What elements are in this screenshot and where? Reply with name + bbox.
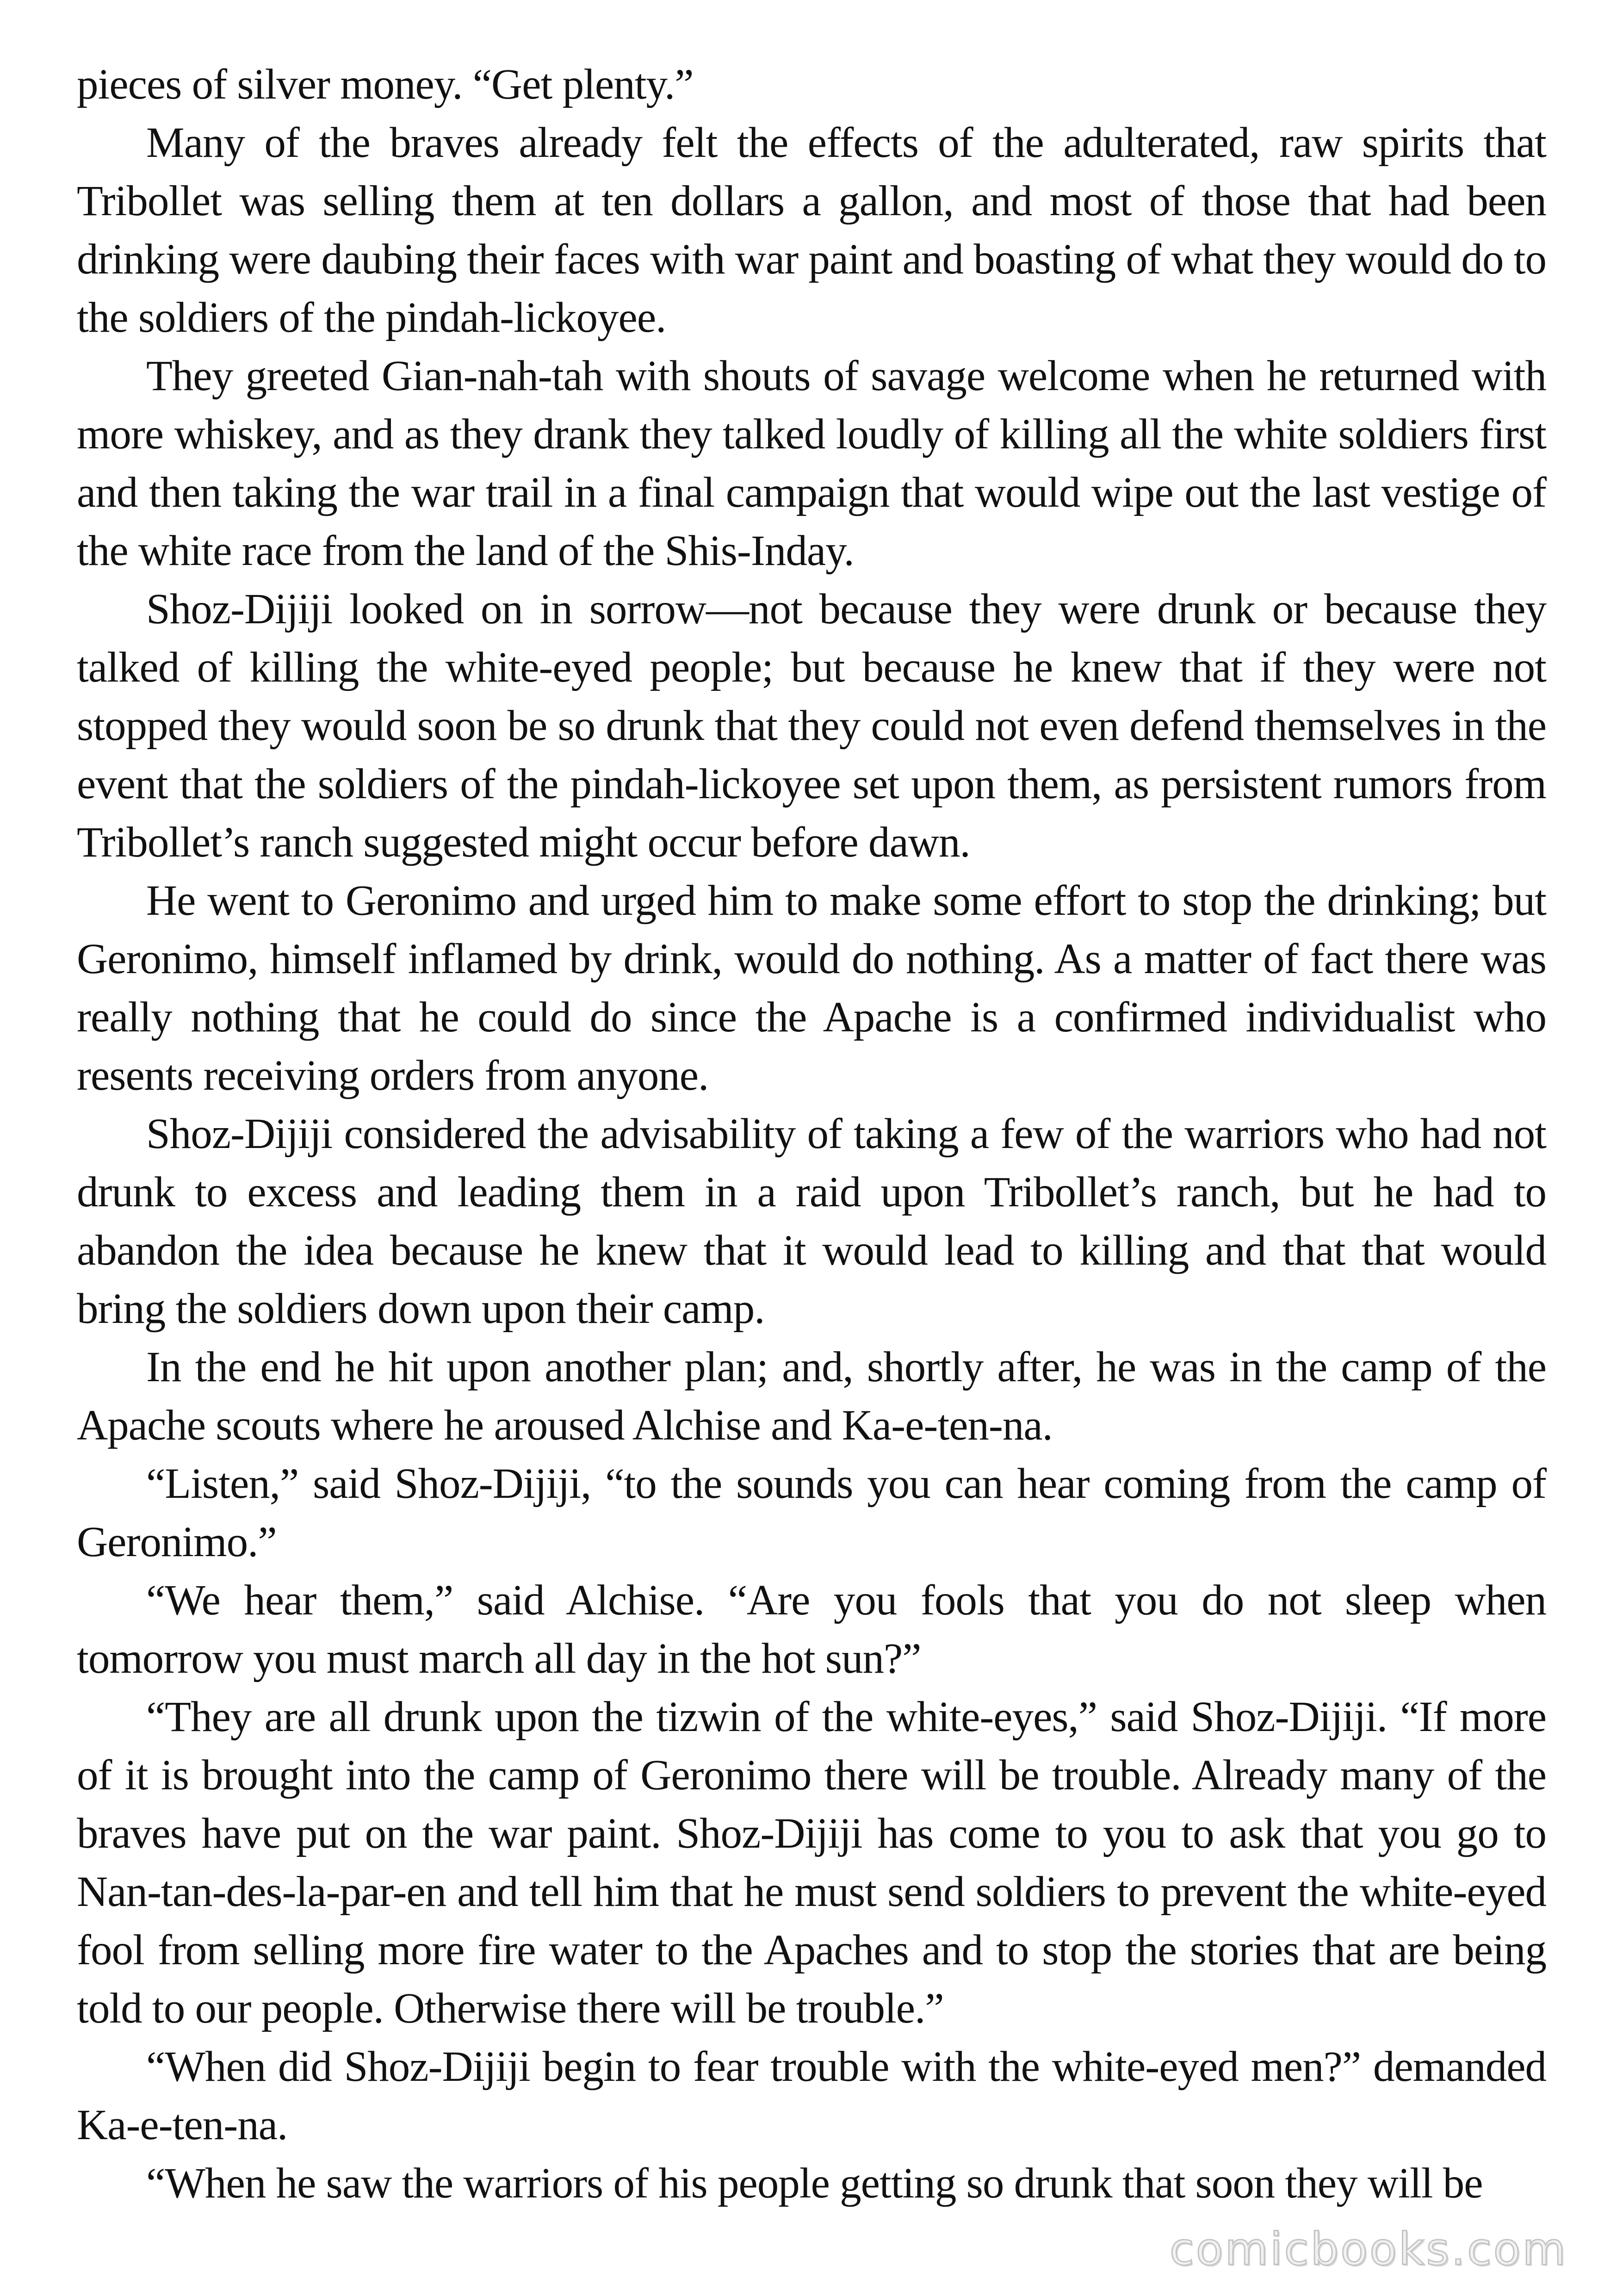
- paragraph-continuation: pieces of silver money. “Get plenty.”: [77, 61, 694, 108]
- paragraph: In the end he hit upon another plan; and, shortly after, he was in the camp of the Apache scouts where he aroused Alchise and Ka-e-ten-na.: [77, 1343, 1546, 1449]
- paragraph: He went to Geronimo and urged him to make some effort to stop the drinking; but Geronimo, himself inflamed by drink, would do nothing. As a matter of fact there was really nothing that he could do since the Apache is a confirmed individualist who resents receiving orders from anyone.: [77, 877, 1546, 1099]
- paragraph: They greeted Gian-nah-tah with shouts of savage welcome when he returned with more whiskey, and as they drank they talked loudly of killing all the white soldiers first and then taking the war trail in a final campaign that would wipe out the last vestige of the white race from the land of the Shis-Inday.: [77, 352, 1546, 575]
- paragraph: “They are all drunk upon the tizwin of the white-eyes,” said Shoz-Dijiji. “If more of it is brought into the camp of Geronimo there will be trouble. Already many of the braves have put on the war paint. Shoz-Dijiji has come to you to ask that you go to Nan-tan-des-la-par-en and tell him that he must send soldiers to prevent the white-eyed fool from selling more fire water to the Apaches and to stop the stories that are being told to our people. Otherwise there will be trouble.”: [77, 1693, 1546, 2032]
- paragraph: “When did Shoz-Dijiji begin to fear trouble with the white-eyed men?” demanded Ka-e-ten-na.: [77, 2043, 1546, 2149]
- paragraph: “We hear them,” said Alchise. “Are you fools that you do not sleep when tomorrow you must march all day in the hot sun?”: [77, 1576, 1546, 1682]
- paragraph: “When he saw the warriors of his people getting so drunk that soon they will be: [146, 2159, 1483, 2207]
- book-page-text: [77, 56, 1546, 2213]
- watermark-logo: comicbooks.com: [1169, 2223, 1567, 2275]
- paragraph: Shoz-Dijiji considered the advisability of taking a few of the warriors who had not drunk to excess and leading them in a raid upon Tribollet’s ranch, but he had to abandon the idea because he knew that it would lead to killing and that that would bring the soldiers down upon their camp.: [77, 1110, 1546, 1333]
- paragraph: Many of the braves already felt the effects of the adulterated, raw spirits that Tribollet was selling them at ten dollars a gallon, and most of those that had been drinking were daubing their faces with war paint and boasting of what they would do to the soldiers of the pindah-lickoyee.: [77, 119, 1546, 341]
- paragraph: Shoz-Dijiji looked on in sorrow—not because they were drunk or because they talked of killing the white-eyed people; but because he knew that if they were not stopped they would soon be so drunk that they could not even defend themselves in the event that the soldiers of the pindah-lickoyee set upon them, as persistent rumors from Tribollet’s ranch suggested might occur before dawn.: [77, 585, 1546, 866]
- paragraph: “Listen,” said Shoz-Dijiji, “to the sounds you can hear coming from the camp of Geronimo.”: [77, 1460, 1546, 1566]
